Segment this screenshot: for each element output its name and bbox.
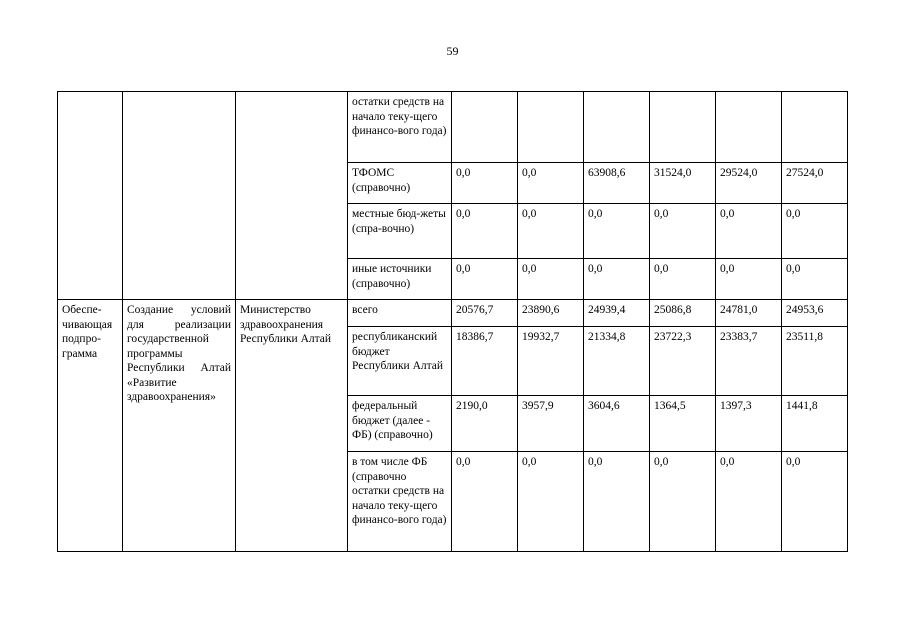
value-cell: 0,0 <box>452 452 518 552</box>
program-name-cell: Создание условий для реализации государственной программы Республики Алтай «Развитие здравоохранения» <box>123 300 236 552</box>
program-status-cell: Обеспе-чивающая подпро-грамма <box>58 300 123 552</box>
value-cell: 27524,0 <box>782 163 848 204</box>
value-cell: 0,0 <box>782 204 848 259</box>
value-cell <box>650 92 716 163</box>
value-cell: 0,0 <box>584 452 650 552</box>
value-cell: 23722,3 <box>650 327 716 396</box>
value-cell: 1364,5 <box>650 396 716 452</box>
value-cell: 1441,8 <box>782 396 848 452</box>
source-cell: республиканский бюджет Республики Алтай <box>348 327 452 396</box>
value-cell: 0,0 <box>452 163 518 204</box>
budget-table <box>57 91 848 552</box>
value-cell <box>782 92 848 163</box>
value-cell: 1397,3 <box>716 396 782 452</box>
value-cell: 25086,8 <box>650 300 716 327</box>
value-cell <box>584 92 650 163</box>
value-cell: 31524,0 <box>650 163 716 204</box>
value-cell: 20576,7 <box>452 300 518 327</box>
value-cell: 0,0 <box>716 259 782 300</box>
value-cell: 0,0 <box>584 204 650 259</box>
source-cell: всего <box>348 300 452 327</box>
page-number: 59 <box>446 44 459 58</box>
value-cell: 0,0 <box>782 452 848 552</box>
value-cell: 2190,0 <box>452 396 518 452</box>
value-cell: 19932,7 <box>518 327 584 396</box>
value-cell: 0,0 <box>452 204 518 259</box>
value-cell: 0,0 <box>518 163 584 204</box>
value-cell: 0,0 <box>782 259 848 300</box>
value-cell: 0,0 <box>650 452 716 552</box>
source-cell: остатки средств на начало теку-щего финансо-вого года) <box>348 92 452 163</box>
table-row <box>58 300 848 327</box>
program-executor-cell: Министерство здравоохранения Республики Алтай <box>236 300 348 552</box>
value-cell <box>518 92 584 163</box>
value-cell: 23511,8 <box>782 327 848 396</box>
source-cell: иные источники (справочно) <box>348 259 452 300</box>
value-cell <box>452 92 518 163</box>
executor-cell-empty <box>236 92 348 300</box>
value-cell: 23890,6 <box>518 300 584 327</box>
value-cell: 0,0 <box>716 452 782 552</box>
source-cell: в том числе ФБ (справочно остатки средств на начало теку-щего финансо-вого года) <box>348 452 452 552</box>
value-cell: 18386,7 <box>452 327 518 396</box>
value-cell: 21334,8 <box>584 327 650 396</box>
value-cell: 0,0 <box>452 259 518 300</box>
source-cell: местные бюд-жеты (спра-вочно) <box>348 204 452 259</box>
value-cell: 0,0 <box>518 259 584 300</box>
status-cell-empty <box>58 92 123 300</box>
value-cell <box>716 92 782 163</box>
source-cell: ТФОМС (справочно) <box>348 163 452 204</box>
value-cell: 3604,6 <box>584 396 650 452</box>
value-cell: 63908,6 <box>584 163 650 204</box>
value-cell: 0,0 <box>650 204 716 259</box>
value-cell: 0,0 <box>716 204 782 259</box>
value-cell: 3957,9 <box>518 396 584 452</box>
program-name-cell-empty <box>123 92 236 300</box>
value-cell: 24781,0 <box>716 300 782 327</box>
table-row <box>58 92 848 163</box>
value-cell: 0,0 <box>650 259 716 300</box>
value-cell: 29524,0 <box>716 163 782 204</box>
value-cell: 0,0 <box>518 452 584 552</box>
value-cell: 23383,7 <box>716 327 782 396</box>
value-cell: 24939,4 <box>584 300 650 327</box>
value-cell: 0,0 <box>518 204 584 259</box>
source-cell: федеральный бюджет (далее - ФБ) (справочно) <box>348 396 452 452</box>
value-cell: 24953,6 <box>782 300 848 327</box>
value-cell: 0,0 <box>584 259 650 300</box>
